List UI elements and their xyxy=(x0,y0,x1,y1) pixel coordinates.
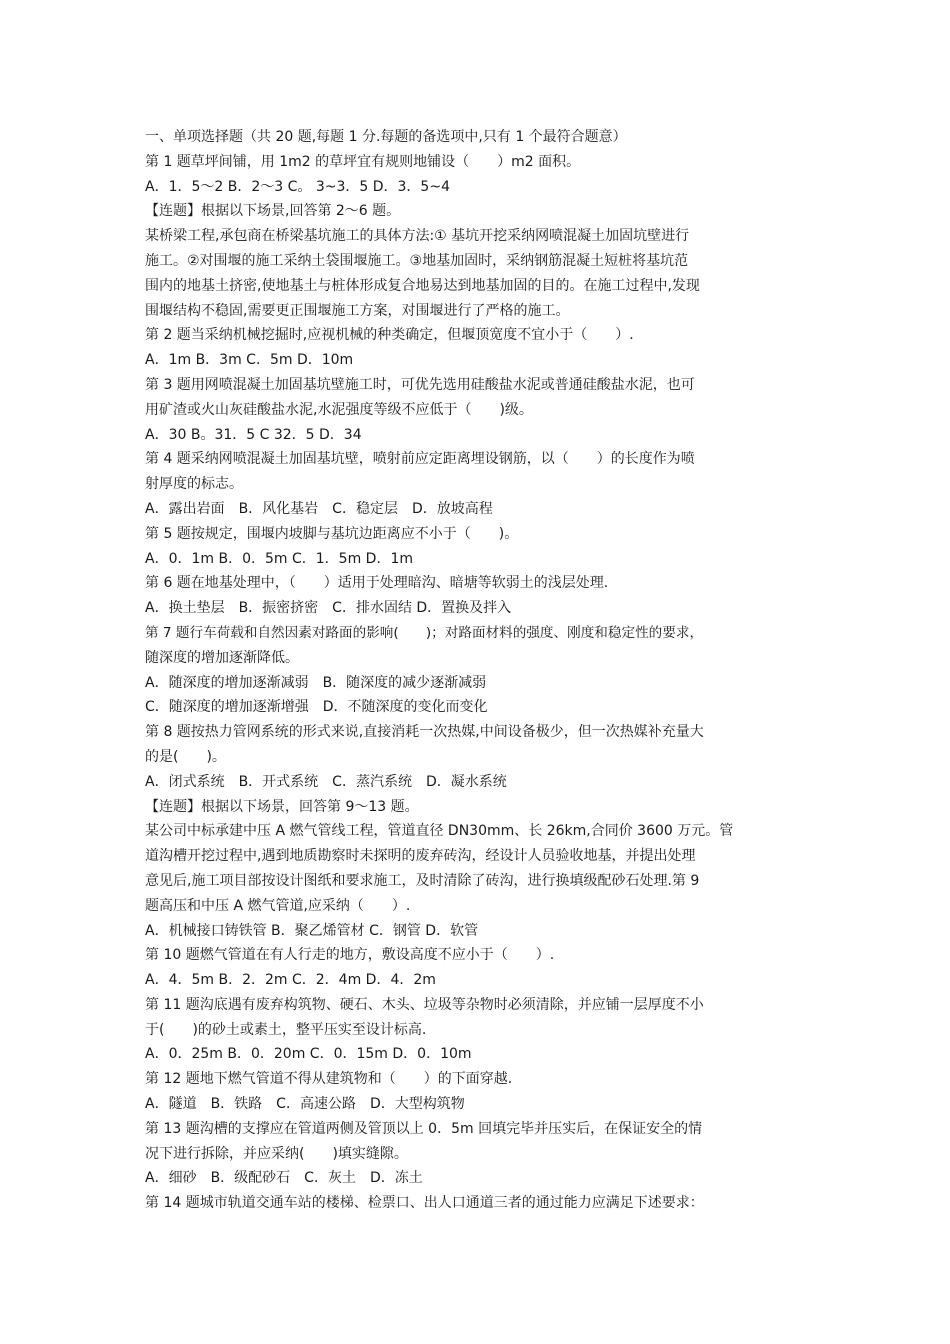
scenario-2-text: 道沟槽开挖过程中,遇到地质勘察时未探明的废弃砖沟，经设计人员验收地基，并提出处理 xyxy=(145,848,696,865)
question-6: 第 6 题在地基处理中，（ ）适用于处理暗沟、暗塘等软弱土的浅层处理. xyxy=(145,575,609,592)
section-heading: 一、单项选择题（共 20 题,每题 1 分.每题的备选项中,只有 1 个最符合题意） xyxy=(145,129,627,145)
question-7: 随深度的增加逐渐降低。 xyxy=(145,649,299,666)
question-10-options: A．4．5m B．2．2m C．2．4m D．4．2m xyxy=(145,972,436,989)
question-8-options: A．闭式系统 B．开式系统 C．蒸汽系统 D．凝水系统 xyxy=(145,773,507,790)
question-5-options: A．0．1m B．0．5m C．1．5m D．1m xyxy=(145,550,413,567)
scenario-2-text: 意见后,施工项目部按设计图纸和要求施工，及时清除了砖沟，进行换填级配砂石处理.第 9 xyxy=(145,872,700,889)
question-5: 第 5 题按规定，围堰内坡脚与基坑边距离应不小于（ )。 xyxy=(145,525,519,542)
question-4-options: A．露出岩面 B．风化基岩 C．稳定层 D．放坡高程 xyxy=(145,500,493,517)
question-13-options: A．细砂 B．级配砂石 C．灰土 D．冻土 xyxy=(145,1170,423,1187)
question-12-options: A．隧道 B．铁路 C．高速公路 D．大型构筑物 xyxy=(145,1096,465,1113)
document-body xyxy=(145,125,820,1216)
question-3: 用矿渣或火山灰硅酸盐水泥,水泥强度等级不应低于（ )级。 xyxy=(145,401,533,418)
question-12: 第 12 题地下燃气管道不得从建筑物和（ ）的下面穿越. xyxy=(145,1071,513,1088)
scenario-heading-1: 【连题】根据以下场景,回答第 2～6 题。 xyxy=(145,203,401,220)
question-8: 第 8 题按热力管网系统的形式来说,直接消耗一次热媒,中间设备极少，但一次热媒补充量大 xyxy=(145,724,704,741)
question-13: 第 13 题沟槽的支撑应在管道两侧及管顶以上 0．5m 回填完毕并压实后，在保证安全的情 xyxy=(145,1120,703,1137)
question-8: 的是( )。 xyxy=(145,748,226,765)
question-9-options: A．机械接口铸铁管 B．聚乙烯管材 C．钢管 D．软管 xyxy=(145,922,479,939)
scenario-1-text: 某桥梁工程,承包商在桥梁基坑施工的具体方法:① 基坑开挖采纳网喷混凝土加固坑壁进行 xyxy=(145,228,690,245)
question-4: 第 4 题采纳网喷混凝土加固基坑壁，喷射前应定距离埋设钢筋，以（ ）的长度作为喷 xyxy=(145,451,695,468)
question-14: 第 14 题城市轨道交通车站的楼梯、检票口、出人口通道三者的通过能力应满足下述要求： xyxy=(145,1195,704,1212)
scenario-1-text: 围内的地基土挤密,使地基土与桩体形成复合地易达到地基加固的目的。在施工过程中,发现 xyxy=(145,277,700,294)
question-7-options: A．随深度的增加逐渐减弱 B．随深度的减少逐渐减弱 xyxy=(145,674,487,691)
question-1-options: A．1．5～2 B．2～3 C。 3~3．5 D．3．5~4 xyxy=(145,178,450,195)
question-3-options: A．30 B。31．5 C 32．5 D．34 xyxy=(145,426,362,443)
question-13: 况下进行拆除，并应采纳( )填实缝隙。 xyxy=(145,1145,408,1162)
question-11: 第 11 题沟底遇有废弃构筑物、硬石、木头、垃圾等杂物时必须清除，并应铺一层厚度不小 xyxy=(145,996,704,1013)
question-3: 第 3 题用网喷混凝土加固基坑壁施工时，可优先选用硅酸盐水泥或普通硅酸盐水泥，也可 xyxy=(145,376,695,393)
scenario-1-text: 施工。②对围堰的施工采纳土袋围堰施工。③地基加固时，采纳钢筋混凝土短桩将基坑范 xyxy=(145,252,689,269)
question-4: 射厚度的标志。 xyxy=(145,476,243,493)
scenario-heading-2: 【连题】根据以下场景，回答第 9～13 题。 xyxy=(145,798,419,815)
scenario-2-text: 某公司中标承建中压 A 燃气管线工程，管道直径 DN30mm、长 26km,合同价 3600 万元。管 xyxy=(145,823,734,840)
question-1: 第 1 题草坪间铺，用 1m2 的草坪宜有规则地铺设（ ）m2 面积。 xyxy=(145,153,581,170)
question-7: 第 7 题行车荷载和自然因素对路面的影响( )；对路面材料的强度、刚度和稳定性的要求， xyxy=(145,624,704,641)
question-2: 第 2 题当采纳机械挖掘时,应视机械的种类确定，但堰顶宽度不宜小于（ ）. xyxy=(145,327,634,344)
question-11-options: A．0．25m B．0．20m C．0．15m D．0．10m xyxy=(145,1046,472,1063)
question-11: 于( )的砂土或素土，整平压实至设计标高. xyxy=(145,1021,427,1038)
question-6-options: A．换土垫层 B．振密挤密 C．排水固结 D．置换及拌入 xyxy=(145,600,512,617)
scenario-1-text: 围堰结构不稳固,需要更正围堰施工方案，对围堰进行了严格的施工。 xyxy=(145,302,570,319)
question-7-options: C．随深度的增加逐渐增强 D．不随深度的变化而变化 xyxy=(145,699,488,716)
question-9: 题高压和中压 A 燃气管道,应采纳（ ）. xyxy=(145,897,411,914)
question-2-options: A．1m B．3m C．5m D．10m xyxy=(145,352,354,369)
question-10: 第 10 题燃气管道在有人行走的地方，敷设高度不应小于（ ）. xyxy=(145,947,555,964)
